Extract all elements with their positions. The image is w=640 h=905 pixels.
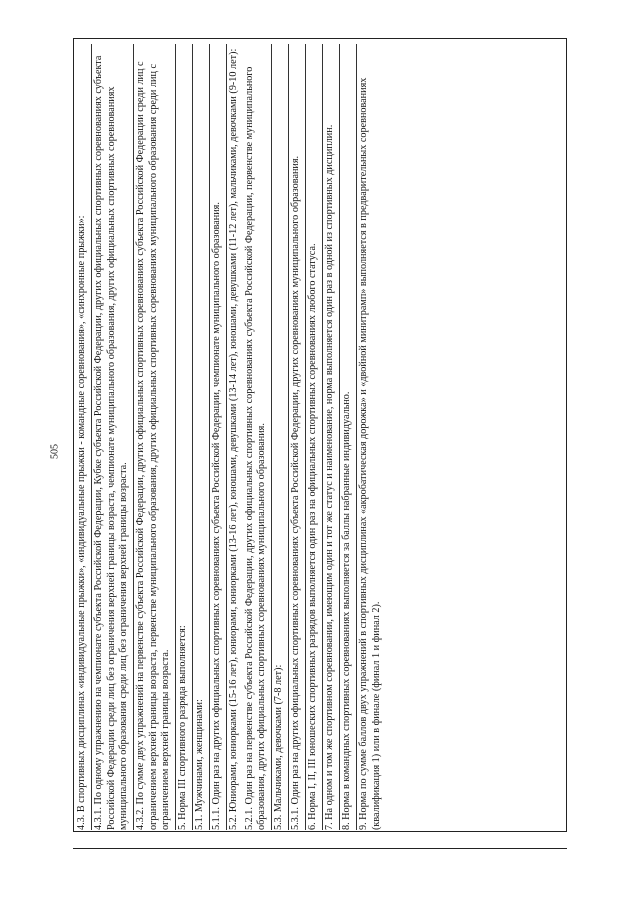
rotated-page-content [73,38,567,832]
table-row: 6. Норма I, II, III юношеских спортивных разрядов выполняется один раз на официальных спортивных соревнованиях любого статуса. [306,44,323,830]
table-row: 5.2. Юниорами, юниорками (15-16 лет), юниорами, юниорками (13-16 лет), юношами, девушками (13-14 лет), юношами, девушками (11-12 лет), мальчиками, девочками (9-10 лет): [227,48,239,830]
table-row: 8. Норма в командных спортивных соревнованиях выполняется за баллы набранные индивидуально. [340,44,357,830]
table-row: 9. Норма по сумме баллов двух упражнений в спортивных дисциплинах «акробатическая дорожка» и «двойной минитрамп» выполняется в предварительных соревнованиях (квалификация 1) или в финале (финал 1 и финал 2). [358,77,382,830]
table-row: 4.3. В спортивных дисциплинах «индивидуальные прыжки», «индивидуальные прыжки - командные соревнования», «синхронные прыжки»: [75,44,92,830]
page-number: 505 [49,444,61,459]
left-column-border [73,848,567,849]
table-row: 5.1. Мужчинами, женщинами: [193,44,210,830]
table-row: 7. На одном и том же спортивном соревновании, имеющим один и тот же статус и наименование, норма выполняется один раз в одной из спортивных дисциплин. [323,44,340,830]
table-body [75,44,565,830]
table-row: 5.3.1. Один раз на других официальных спортивных соревнованиях субъекта Российской Федерации, других соревнованиях муниципального образования. [289,44,306,830]
table-row: 4.3.1. По одному упражнению на чемпионате субъекта Российской Федерации, Кубке субъекта Российской Федерации, других официальных спортивных соревнованиях субъекта Российской Федерации среди лиц без ограничения верхней границы возраста, чемпионате муниципального образования, других официальных спортивных соревнованиях муниципального образования среди лиц без ограничения верхней границы возраста. [92,44,134,830]
table-row: 5. Норма III спортивного разряда выполняется: [176,44,193,830]
table-row: 5.1.1. Один раз на других официальных спортивных соревнованиях субъекта Российской Федерации, чемпионате муниципального образования. [210,44,227,830]
table-row: 5.2.1. Один раз на первенстве субъекта Российской Федерации, других официальных спортивных соревнованиях субъекта Российской Федерации, первенстве муниципального образования, других официальных спортивных соревнованиях муниципального образования. [243,44,272,830]
table-row: 4.3.2. По сумме двух упражнений на первенстве субъекта Российской Федерации, других официальных спортивных соревнованиях субъекта Российской Федерации среди лиц с ограничением верхней границы возраста, первенстве муниципального образования, других официальных спортивных соревнованиях муниципального образования среди лиц с ограничением верхней границы возраста. [134,44,176,830]
table-row: 5.3. Мальчиками, девочками (7-8 лет): [272,44,289,830]
